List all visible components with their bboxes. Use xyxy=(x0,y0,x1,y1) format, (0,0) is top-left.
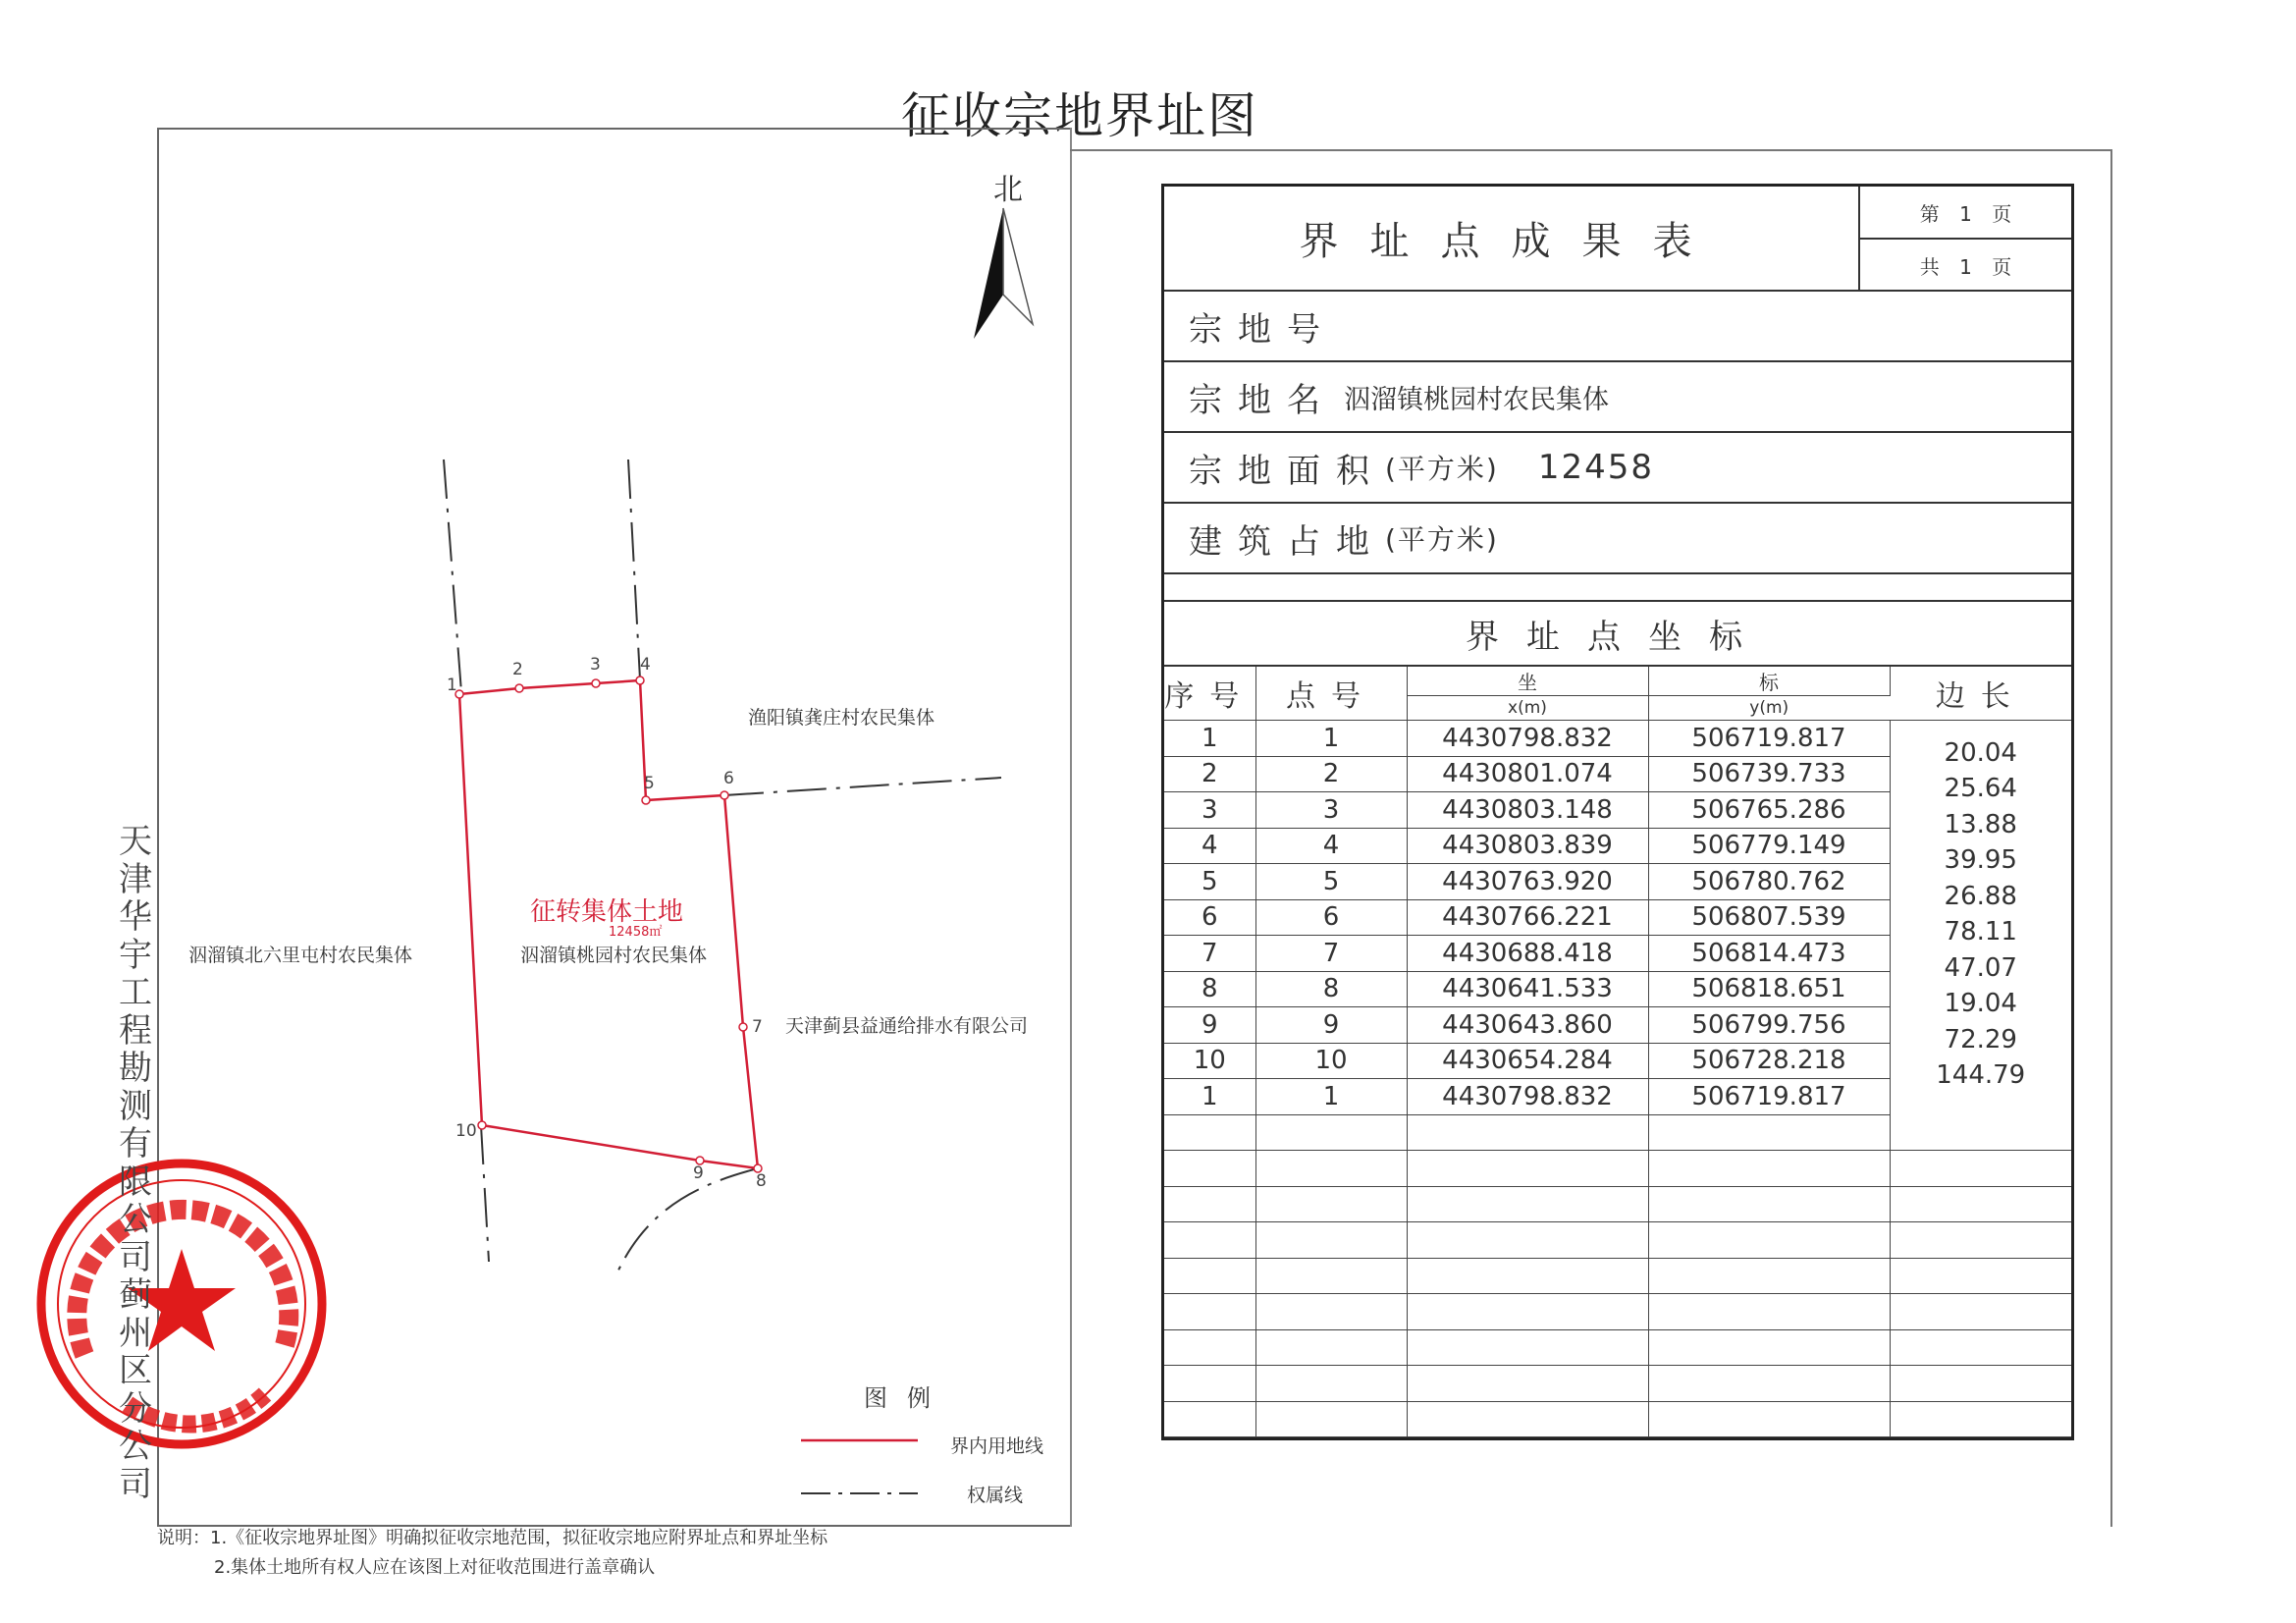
parcel-name-value: 泅溜镇桃园村农民集体 xyxy=(1344,384,1609,415)
cell-length xyxy=(1890,1043,2071,1090)
empty-cell xyxy=(1407,1401,1648,1437)
empty-row xyxy=(1164,1294,2071,1330)
cell-x: 4430798.832 xyxy=(1407,721,1648,757)
length-value: 144.79 xyxy=(1936,1060,2026,1090)
empty-cell xyxy=(1407,1186,1648,1222)
table-row xyxy=(1164,756,2071,792)
point-label: 10 xyxy=(455,1121,477,1141)
cell-seq: 6 xyxy=(1164,899,1255,936)
length-value: 78.11 xyxy=(1944,917,2017,947)
cell-x: 4430803.148 xyxy=(1407,792,1648,829)
boundary-points-table xyxy=(1161,184,2074,1440)
empty-cell xyxy=(1164,1114,1255,1151)
point-label: 5 xyxy=(644,774,655,793)
col-header-y: y(m) xyxy=(1648,696,1890,721)
table-row xyxy=(1164,864,2071,900)
company-name-vertical: 天津华宇工程勘测有限公司蓟州区分公司 xyxy=(119,822,152,1504)
length-value: 47.07 xyxy=(1944,952,2017,983)
empty-cell xyxy=(1407,1114,1648,1151)
empty-cell xyxy=(1164,1151,1255,1187)
empty-cell xyxy=(1648,1222,1890,1259)
col-header-seq: 序号 xyxy=(1164,667,1255,721)
parcel-area-label: 宗地面积 xyxy=(1189,451,1385,491)
cell-length xyxy=(1890,971,2071,1018)
table-row xyxy=(1164,792,2071,829)
cell-y: 506739.733 xyxy=(1648,756,1890,792)
empty-cell xyxy=(1255,1151,1407,1187)
cell-y: 506728.218 xyxy=(1648,1043,1890,1079)
cell-pt: 2 xyxy=(1255,756,1407,792)
note-2: 2.集体土地所有权人应在该图上对征收范围进行盖章确认 xyxy=(214,1557,656,1578)
cell-seq: 1 xyxy=(1164,1079,1255,1115)
cell-length xyxy=(1890,864,2071,911)
parcel-no-row xyxy=(1164,292,2071,362)
cell-x: 4430798.832 xyxy=(1407,1079,1648,1115)
parcel-area-label: 12458㎡ xyxy=(609,925,663,940)
cell-seq: 8 xyxy=(1164,971,1255,1007)
cell-seq: 4 xyxy=(1164,828,1255,864)
building-area-row xyxy=(1164,504,2071,574)
point-label: 2 xyxy=(512,660,523,679)
page-indicator xyxy=(1858,187,2071,290)
cell-length xyxy=(1890,1007,2071,1055)
col-header-length: 边长 xyxy=(1890,667,2071,721)
table-row xyxy=(1164,971,2071,1007)
empty-cell xyxy=(1407,1294,1648,1330)
empty-cell xyxy=(1164,1258,1255,1294)
parcel-area-unit: (平方米) xyxy=(1385,453,1499,485)
cell-pt: 6 xyxy=(1255,899,1407,936)
col-header-coord-b: 标 xyxy=(1648,667,1890,696)
cell-y: 506719.817 xyxy=(1648,1079,1890,1115)
empty-cell xyxy=(1648,1114,1890,1151)
table-row xyxy=(1164,1043,2071,1079)
coord-title: 界址点坐标 xyxy=(1164,602,2071,667)
cell-y: 506765.286 xyxy=(1648,792,1890,829)
empty-row xyxy=(1164,1366,2071,1402)
cell-seq: 5 xyxy=(1164,864,1255,900)
cell-pt: 8 xyxy=(1255,971,1407,1007)
parcel-name-row xyxy=(1164,362,2071,433)
cell-y: 506818.651 xyxy=(1648,971,1890,1007)
table-row xyxy=(1164,899,2071,936)
empty-cell xyxy=(1164,1401,1255,1437)
length-value: 20.04 xyxy=(1944,738,2017,768)
cell-seq: 1 xyxy=(1164,721,1255,757)
empty-row xyxy=(1164,1151,2071,1187)
empty-row xyxy=(1164,1114,2071,1151)
empty-cell xyxy=(1164,1186,1255,1222)
cell-y: 506780.762 xyxy=(1648,864,1890,900)
length-value: 72.29 xyxy=(1944,1024,2017,1055)
legend-boundary-label: 界内用地线 xyxy=(950,1435,1044,1457)
north-arrow-icon xyxy=(974,208,1033,339)
cell-seq: 10 xyxy=(1164,1043,1255,1079)
empty-cell xyxy=(1407,1329,1648,1366)
parcel-area-row xyxy=(1164,433,2071,504)
empty-cell xyxy=(1890,1401,2071,1437)
table-row xyxy=(1164,828,2071,864)
cell-pt: 9 xyxy=(1255,1007,1407,1044)
empty-cell xyxy=(1255,1401,1407,1437)
table-row xyxy=(1164,721,2071,757)
point-label: 3 xyxy=(590,655,601,675)
empty-cell xyxy=(1890,1294,2071,1330)
parcel-name-label: 宗地名 xyxy=(1189,380,1336,420)
coordinates-table xyxy=(1164,667,2071,1437)
empty-cell xyxy=(1255,1329,1407,1366)
cell-pt: 7 xyxy=(1255,936,1407,972)
cell-x: 4430766.221 xyxy=(1407,899,1648,936)
empty-cell xyxy=(1648,1401,1890,1437)
empty-cell xyxy=(1164,1294,1255,1330)
cell-y: 506807.539 xyxy=(1648,899,1890,936)
point-label: 9 xyxy=(693,1163,704,1183)
empty-cell xyxy=(1407,1258,1648,1294)
point-label: 7 xyxy=(752,1017,763,1037)
cell-x: 4430654.284 xyxy=(1407,1043,1648,1079)
parcel-label: 征转集体土地 xyxy=(530,897,684,927)
empty-row xyxy=(1164,1186,2071,1222)
empty-cell xyxy=(1890,1151,2071,1187)
table-row xyxy=(1164,1007,2071,1044)
table-row xyxy=(1164,936,2071,972)
cell-seq: 2 xyxy=(1164,756,1255,792)
empty-cell xyxy=(1164,1366,1255,1402)
cell-y: 506799.756 xyxy=(1648,1007,1890,1044)
empty-cell xyxy=(1890,1222,2071,1259)
empty-cell xyxy=(1648,1329,1890,1366)
empty-cell xyxy=(1648,1258,1890,1294)
cell-pt: 1 xyxy=(1255,721,1407,757)
cell-y: 506814.473 xyxy=(1648,936,1890,972)
cell-seq: 3 xyxy=(1164,792,1255,829)
point-label: 4 xyxy=(640,655,651,675)
empty-row xyxy=(1164,1401,2071,1437)
col-header-x: x(m) xyxy=(1407,696,1648,721)
ownership-lines xyxy=(444,460,1001,1274)
table-row xyxy=(1164,1079,2071,1115)
cell-pt: 10 xyxy=(1255,1043,1407,1079)
empty-cell xyxy=(1890,1366,2071,1402)
point-label: 1 xyxy=(447,676,457,695)
col-header-point: 点号 xyxy=(1255,667,1407,721)
empty-cell xyxy=(1407,1151,1648,1187)
cell-x: 4430688.418 xyxy=(1407,936,1648,972)
cell-length xyxy=(1890,899,2071,947)
page-number: 第 1 页 xyxy=(1860,187,2071,240)
parcel-owner-label: 泅溜镇桃园村农民集体 xyxy=(520,945,708,966)
empty-cell xyxy=(1255,1258,1407,1294)
cell-x: 4430641.533 xyxy=(1407,971,1648,1007)
cell-y: 506719.817 xyxy=(1648,721,1890,757)
cell-length xyxy=(1890,792,2071,839)
empty-cell xyxy=(1407,1366,1648,1402)
cell-y: 506779.149 xyxy=(1648,828,1890,864)
neighbor-east: 天津蓟县益通给排水有限公司 xyxy=(785,1015,1029,1037)
empty-cell xyxy=(1890,1186,2071,1222)
empty-cell xyxy=(1255,1222,1407,1259)
table-header xyxy=(1164,187,2071,292)
legend-title: 图例 xyxy=(864,1384,950,1412)
empty-cell xyxy=(1890,1329,2071,1366)
parcel-no-label: 宗地号 xyxy=(1189,309,1336,350)
neighbor-north-east: 渔阳镇龚庄村农民集体 xyxy=(748,707,935,729)
neighbor-west: 泅溜镇北六里屯村农民集体 xyxy=(188,945,413,966)
cell-seq: 7 xyxy=(1164,936,1255,972)
cell-pt: 1 xyxy=(1255,1079,1407,1115)
cell-length xyxy=(1890,828,2071,875)
point-label: 8 xyxy=(756,1171,767,1191)
building-area-label: 建筑占地 xyxy=(1189,521,1385,562)
official-seal xyxy=(41,1163,322,1444)
empty-cell xyxy=(1648,1366,1890,1402)
length-value: 39.95 xyxy=(1944,845,2017,875)
empty-row xyxy=(1164,1258,2071,1294)
cell-pt: 5 xyxy=(1255,864,1407,900)
empty-row xyxy=(1164,1222,2071,1259)
building-area-unit: (平方米) xyxy=(1385,523,1499,556)
empty-cell xyxy=(1255,1186,1407,1222)
cell-length xyxy=(1890,721,2071,768)
page-title: 征收宗地界址图 xyxy=(901,87,1258,144)
empty-cell xyxy=(1890,1258,2071,1294)
empty-cell xyxy=(1648,1294,1890,1330)
table-title: 界址点成果表 xyxy=(1299,219,1724,264)
cell-pt: 4 xyxy=(1255,828,1407,864)
cell-length xyxy=(1890,756,2071,803)
notes xyxy=(157,1524,828,1583)
cell-length xyxy=(1890,1079,2071,1115)
length-value: 25.64 xyxy=(1944,774,2017,803)
length-value: 13.88 xyxy=(1944,809,2017,839)
empty-cell xyxy=(1255,1366,1407,1402)
page-total: 共 1 页 xyxy=(1919,254,2012,279)
empty-cell xyxy=(1255,1294,1407,1330)
cell-x: 4430803.839 xyxy=(1407,828,1648,864)
cell-length xyxy=(1890,936,2071,983)
empty-cell xyxy=(1255,1114,1407,1151)
length-value: 26.88 xyxy=(1944,881,2017,911)
coordinates-body xyxy=(1164,721,2071,1437)
empty-cell xyxy=(1890,1114,2071,1151)
empty-cell xyxy=(1164,1329,1255,1366)
north-label: 北 xyxy=(993,173,1023,207)
point-label: 6 xyxy=(723,769,734,788)
empty-cell xyxy=(1648,1186,1890,1222)
empty-cell xyxy=(1407,1222,1648,1259)
cell-x: 4430801.074 xyxy=(1407,756,1648,792)
cell-pt: 3 xyxy=(1255,792,1407,829)
empty-row xyxy=(1164,1329,2071,1366)
cell-x: 4430763.920 xyxy=(1407,864,1648,900)
empty-cell xyxy=(1164,1222,1255,1259)
cell-x: 4430643.860 xyxy=(1407,1007,1648,1044)
length-value: 19.04 xyxy=(1944,989,2017,1018)
col-header-coord-a: 坐 xyxy=(1407,667,1648,696)
note-1: 说明：1.《征收宗地界址图》明确拟征收宗地范围，拟征收宗地应附界址点和界址坐标 xyxy=(157,1528,828,1548)
cell-seq: 9 xyxy=(1164,1007,1255,1044)
empty-cell xyxy=(1648,1151,1890,1187)
legend-ownership-label: 权属线 xyxy=(967,1485,1024,1506)
parcel-area-value: 12458 xyxy=(1537,448,1655,487)
blank-row xyxy=(1164,574,2071,602)
